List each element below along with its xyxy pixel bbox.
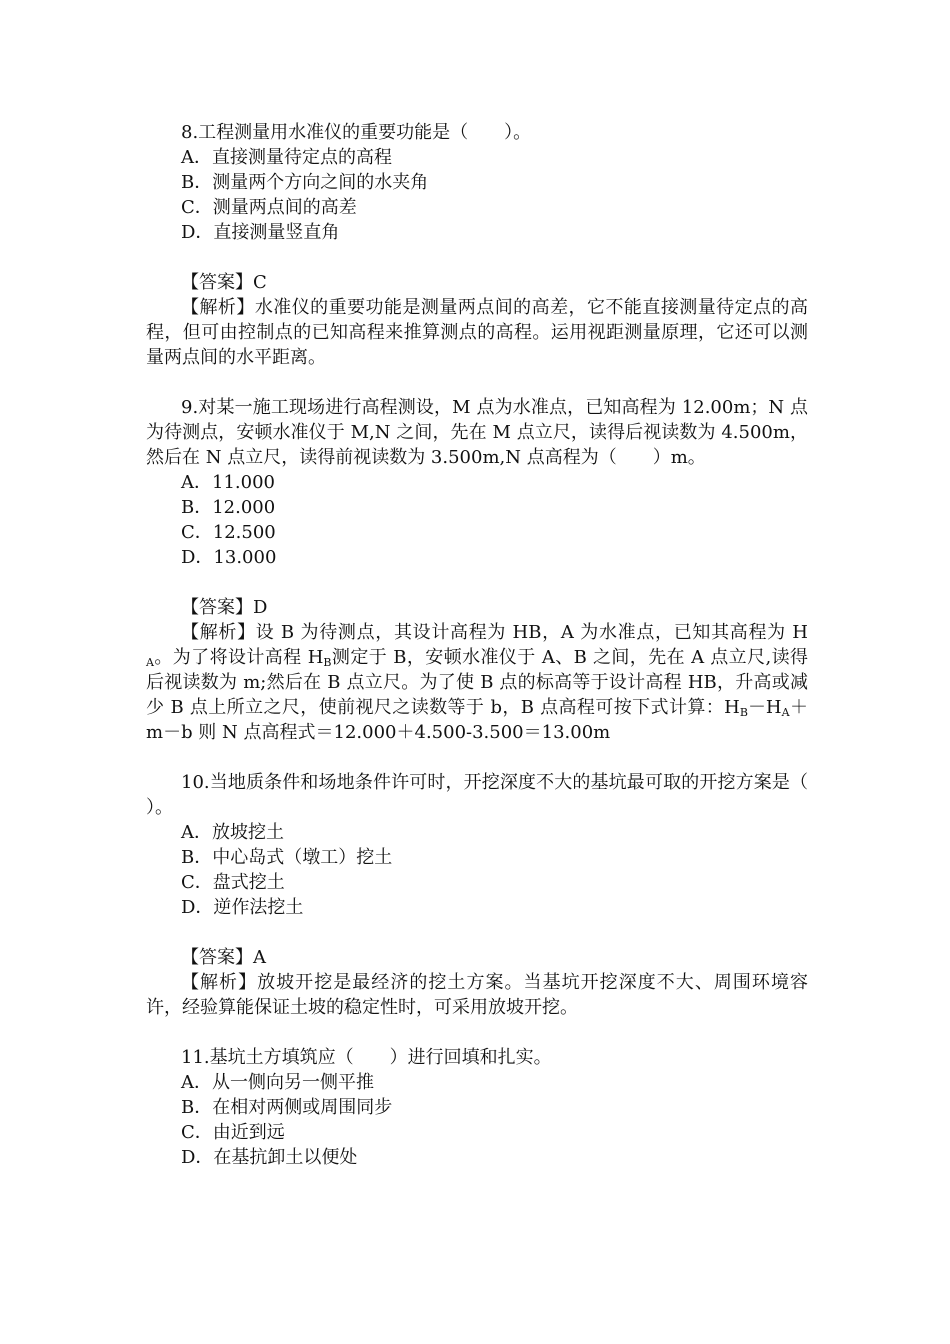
- answer-label: 【答案】A: [181, 947, 266, 968]
- option-c: C．由近到远: [181, 1122, 285, 1143]
- answer-label: 【答案】D: [181, 597, 268, 618]
- question-stem: 8.工程测量用水准仪的重要功能是（ ）。: [181, 122, 532, 143]
- analysis-text: 【解析】放坡开挖是最经济的挖土方案。当基坑开挖深度不大、周围环境容许，经验算能保证土坡的稳定性时，可采用放坡开挖。: [146, 972, 808, 1018]
- option-a: A．放坡挖土: [181, 822, 284, 843]
- option-b: B．在相对两侧或周围同步: [181, 1097, 393, 1118]
- document-page: [146, 120, 844, 1170]
- question-11: [146, 1045, 808, 1170]
- option-d: D．在基抗卸土以便处: [181, 1147, 358, 1168]
- option-c: C．12.500: [181, 522, 276, 543]
- question-stem: 10.当地质条件和场地条件许可时，开挖深度不大的基坑最可取的开挖方案是（ ）。: [146, 772, 844, 818]
- option-a: A．从一侧向另一侧平推: [181, 1072, 374, 1093]
- option-c: C．测量两点间的高差: [181, 197, 357, 218]
- answer-label: 【答案】C: [181, 272, 267, 293]
- option-d: D．直接测量竖直角: [181, 222, 340, 243]
- option-d: D．13.000: [181, 547, 277, 568]
- option-b: B．12.000: [181, 497, 276, 518]
- question-stem: 9.对某一施工现场进行高程测设，M 点为水准点，已知高程为 12.00m；N 点为待测点，安顿水准仪于 M,N 之间，先在 M 点立尺，读得后视读数为 4.500m，然后在 N 点立尺，读得前视读数为 3.500m,N 点高程为（ ）m。: [146, 397, 808, 468]
- option-d: D．逆作法挖土: [181, 897, 304, 918]
- option-b: B．中心岛式（墩工）挖土: [181, 847, 393, 868]
- option-b: B．测量两个方向之间的水夹角: [181, 172, 429, 193]
- question-9: [146, 395, 808, 745]
- question-stem: 11.基坑土方填筑应（ ）进行回填和扎实。: [181, 1047, 552, 1068]
- option-a: A．11.000: [181, 472, 275, 493]
- option-a: A．直接测量待定点的高程: [181, 147, 392, 168]
- analysis-text: 【解析】设 B 为待测点，其设计高程为 HB，A 为水准点，已知其高程为 $H_A$。为了将设计高程 $H_B$测定于 B，安顿水准仪于 A、B 之间，先在 A 点立尺,读得后视读数为 m;然后在 B 点立尺。为了使 B 点的标高等于设计高程 HB，升高或减少 B 点上所立之尺，使前视尺之读数等于 b，B 点高程可按下式计算：$H_B-H_A+m-b$ 则 N 点高程式＝12.000＋4.500-3.500＝13.00m: [146, 622, 809, 743]
- analysis-text: 【解析】水准仪的重要功能是测量两点间的高差，它不能直接测量待定点的高程，但可由控制点的已知高程来推算测点的高程。运用视距测量原理，它还可以测量两点间的水平距离。: [146, 297, 808, 368]
- question-8: [146, 120, 808, 370]
- question-10: [146, 770, 844, 1020]
- option-c: C．盘式挖土: [181, 872, 285, 893]
